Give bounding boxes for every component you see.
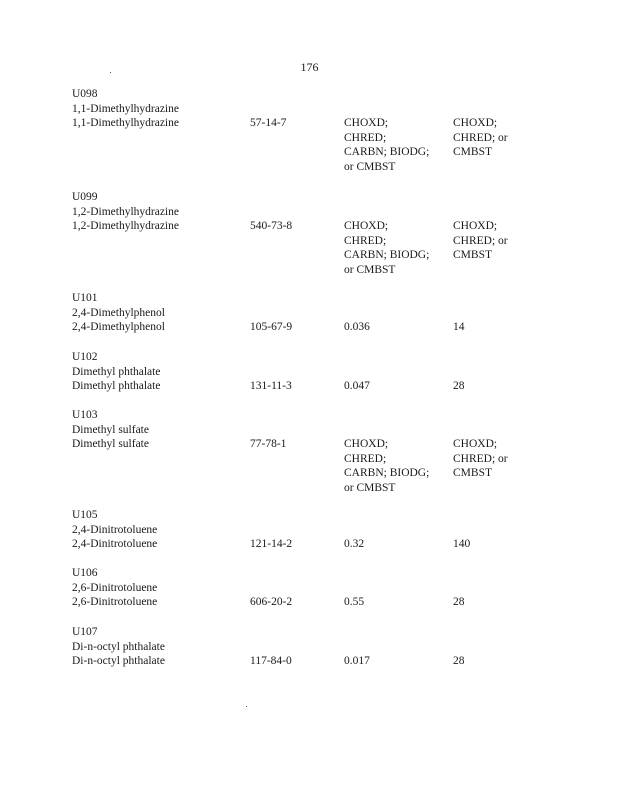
page-number: 176 xyxy=(300,60,319,74)
nonwastewater-standard xyxy=(453,654,563,669)
waste-code: U105 xyxy=(72,509,98,521)
standard-line: 0.017 xyxy=(344,655,370,668)
waste-code: U107 xyxy=(72,626,98,638)
cas-number: 540-73-8 xyxy=(250,220,293,233)
standard-line: or CMBST xyxy=(344,263,396,276)
standard-line: CARBN; BIODG; xyxy=(344,249,430,262)
common-name: Di-n-octyl phthalate xyxy=(72,640,165,653)
constituent-name: Dimethyl phthalate xyxy=(72,380,161,393)
nonwastewater-standard xyxy=(453,219,563,263)
standard-line: CHOXD; xyxy=(453,220,498,233)
nonwastewater-standard xyxy=(453,379,563,394)
wastewater-standard xyxy=(344,654,449,669)
waste-entry xyxy=(72,625,572,669)
waste-code: U101 xyxy=(72,292,98,304)
standard-line: 0.32 xyxy=(344,538,365,551)
standard-line: CHRED; xyxy=(344,452,387,465)
constituent-name: 1,2-Dimethylhydrazine xyxy=(72,220,179,233)
cas-number: 57-14-7 xyxy=(250,117,287,130)
standard-line: CHRED; or xyxy=(453,452,508,465)
common-name: 2,4-Dinitrotoluene xyxy=(72,523,158,536)
standard-line: 140 xyxy=(453,538,471,551)
cas-number: 105-67-9 xyxy=(250,321,293,334)
common-name: Dimethyl sulfate xyxy=(72,423,149,436)
standard-line: 0.036 xyxy=(344,321,370,334)
standard-line: CMBST xyxy=(453,467,492,480)
cas-number: 606-20-2 xyxy=(250,596,293,609)
constituent-name: Dimethyl sulfate xyxy=(72,438,149,451)
constituent-row xyxy=(72,219,572,276)
standard-line: CHRED; or xyxy=(453,234,508,247)
wastewater-standard xyxy=(344,437,449,495)
standard-line: CARBN; BIODG; xyxy=(344,146,430,159)
constituent-row xyxy=(72,654,572,669)
nonwastewater-standard xyxy=(453,437,563,481)
standard-line: CHRED; xyxy=(344,131,387,144)
standard-line: CHOXD; xyxy=(453,438,498,451)
common-name: 1,2-Dimethylhydrazine xyxy=(72,205,179,218)
waste-code: U103 xyxy=(72,409,98,421)
constituent-row xyxy=(72,437,572,494)
constituent-row xyxy=(72,537,572,552)
standard-line: CHRED; xyxy=(344,234,387,247)
cas-number: 131-11-3 xyxy=(250,380,292,393)
wastewater-standard xyxy=(344,537,449,552)
wastewater-standard xyxy=(344,320,449,335)
standard-line: 28 xyxy=(453,380,465,393)
constituent-name: Di-n-octyl phthalate xyxy=(72,655,165,668)
standard-line: CMBST xyxy=(453,249,492,262)
standard-line: 0.047 xyxy=(344,380,370,393)
waste-entry xyxy=(72,566,572,610)
nonwastewater-standard xyxy=(453,116,563,160)
standard-line: 28 xyxy=(453,655,465,668)
wastewater-standard xyxy=(344,379,449,394)
constituent-row xyxy=(72,595,572,610)
standard-line: CHOXD; xyxy=(453,117,498,130)
standard-line: CHOXD; xyxy=(344,117,389,130)
wastewater-standard xyxy=(344,595,449,610)
wastewater-standard xyxy=(344,116,449,174)
standard-line: CHOXD; xyxy=(344,438,389,451)
nonwastewater-standard xyxy=(453,595,563,610)
cas-number: 121-14-2 xyxy=(250,538,293,551)
waste-entry xyxy=(72,190,572,276)
constituent-name: 2,6-Dinitrotoluene xyxy=(72,596,158,609)
constituent-name: 2,4-Dinitrotoluene xyxy=(72,538,158,551)
scan-speck xyxy=(246,706,247,707)
constituent-name: 1,1-Dimethylhydrazine xyxy=(72,117,179,130)
standard-line: CMBST xyxy=(453,146,492,159)
constituent-row xyxy=(72,379,572,394)
standard-line: or CMBST xyxy=(344,481,396,494)
nonwastewater-standard xyxy=(453,537,563,552)
wastewater-standard xyxy=(344,219,449,277)
common-name: Dimethyl phthalate xyxy=(72,365,161,378)
standard-line: CHRED; or xyxy=(453,131,508,144)
cas-number: 117-84-0 xyxy=(250,655,292,668)
standard-line: 28 xyxy=(453,596,465,609)
waste-entry xyxy=(72,408,572,494)
standard-line: CHOXD; xyxy=(344,220,389,233)
waste-entry xyxy=(72,87,572,173)
waste-entry xyxy=(72,350,572,394)
waste-entry xyxy=(72,291,572,335)
constituent-row xyxy=(72,320,572,335)
constituent-name: 2,4-Dimethylphenol xyxy=(72,321,165,334)
common-name: 2,6-Dinitrotoluene xyxy=(72,581,158,594)
standard-line: or CMBST xyxy=(344,160,396,173)
waste-entry xyxy=(72,508,572,552)
constituent-row xyxy=(72,116,572,173)
cas-number: 77-78-1 xyxy=(250,438,287,451)
common-name: 1,1-Dimethylhydrazine xyxy=(72,102,179,115)
waste-code: U106 xyxy=(72,567,98,579)
waste-code: U099 xyxy=(72,191,98,203)
common-name: 2,4-Dimethylphenol xyxy=(72,306,165,319)
standard-line: CARBN; BIODG; xyxy=(344,467,430,480)
standard-line: 0.55 xyxy=(344,596,365,609)
nonwastewater-standard xyxy=(453,320,563,335)
waste-code: U098 xyxy=(72,88,98,100)
waste-code: U102 xyxy=(72,351,98,363)
standard-line: 14 xyxy=(453,321,465,334)
